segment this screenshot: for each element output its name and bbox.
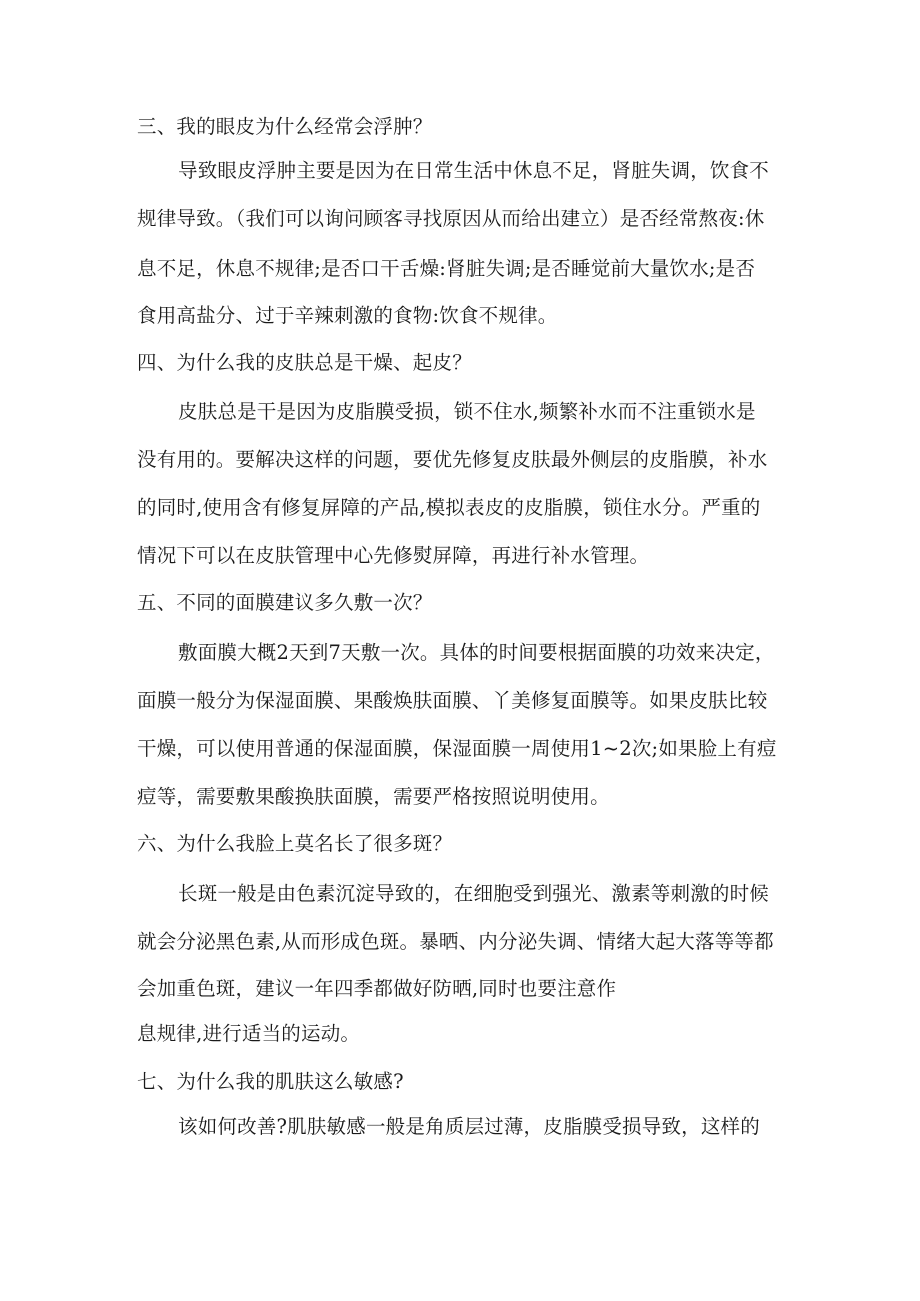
- paragraph-line: 规律导致。（我们可以询问顾客寻找原因从而给出建立）是否经常熬夜:休: [137, 207, 765, 230]
- paragraph-line: 长斑一般是由色素沉淀导致的，在细胞受到强光、激素等刺激的时候: [178, 882, 770, 905]
- paragraph-line: 的同时,使用含有修复屏障的产品,模拟表皮的皮脂膜，锁住水分。严重的: [137, 496, 761, 519]
- section-heading-4: 四、为什么我的皮肤总是干燥、起皮？: [137, 351, 472, 374]
- paragraph-line: 导致眼皮浮肿主要是因为在日常生活中休息不足，肾脏失调，饮食不: [178, 159, 770, 182]
- paragraph-line: 没有用的。要解决这样的问题，要优先修复皮肤最外侧层的皮脂膜，补水: [137, 448, 768, 471]
- paragraph-line: 敷面膜大概2天到7天敷一次。具体的时间要根据面膜的功效来决定，: [178, 641, 775, 664]
- section-heading-7: 七、为什么我的肌肤这么敏感?: [137, 1070, 404, 1093]
- paragraph-line: 会加重色斑，建议一年四季都做好防晒,同时也要注意作: [137, 977, 617, 1000]
- paragraph-line: 皮肤总是干是因为皮脂膜受损，锁不住水,频繁补水而不注重锁水是: [178, 400, 756, 423]
- paragraph-line: 情况下可以在皮肤管理中心先修熨屏障，再进行补水管理。: [137, 544, 650, 567]
- paragraph-line: 面膜一般分为保湿面膜、果酸焕肤面膜、丫美修复面膜等。如果皮肤比较: [137, 689, 768, 712]
- section-heading-6: 六、为什么我脸上莫名长了很多斑？: [137, 832, 453, 855]
- paragraph-line: 息规律,进行适当的运动。: [137, 1022, 361, 1045]
- paragraph-line: 息不足，休息不规律;是否口干舌燥:肾脏失调;是否睡觉前大量饮水;是否: [137, 257, 756, 280]
- paragraph-line: 食用高盐分、过于辛辣刺激的食物:饮食不规律。: [137, 304, 558, 327]
- paragraph-line: 就会分泌黑色素,从而形成色斑。暴晒、内分泌失调、情绪大起大落等等都: [137, 930, 774, 953]
- section-heading-5: 五、不同的面膜建议多久敷一次？: [137, 591, 433, 614]
- section-heading-3: 三、我的眼皮为什么经常会浮肿？: [137, 115, 433, 138]
- paragraph-line: 痘等，需要敷果酸换肤面膜，需要严格按照说明使用。: [137, 785, 610, 808]
- paragraph-line: 该如何改善?肌肤敏感一般是角质层过薄，皮脂膜受损导致，这样的: [178, 1115, 760, 1138]
- paragraph-line: 干燥，可以使用普通的保湿面膜，保湿面膜一周使用1~2次;如果脸上有痘: [137, 737, 777, 760]
